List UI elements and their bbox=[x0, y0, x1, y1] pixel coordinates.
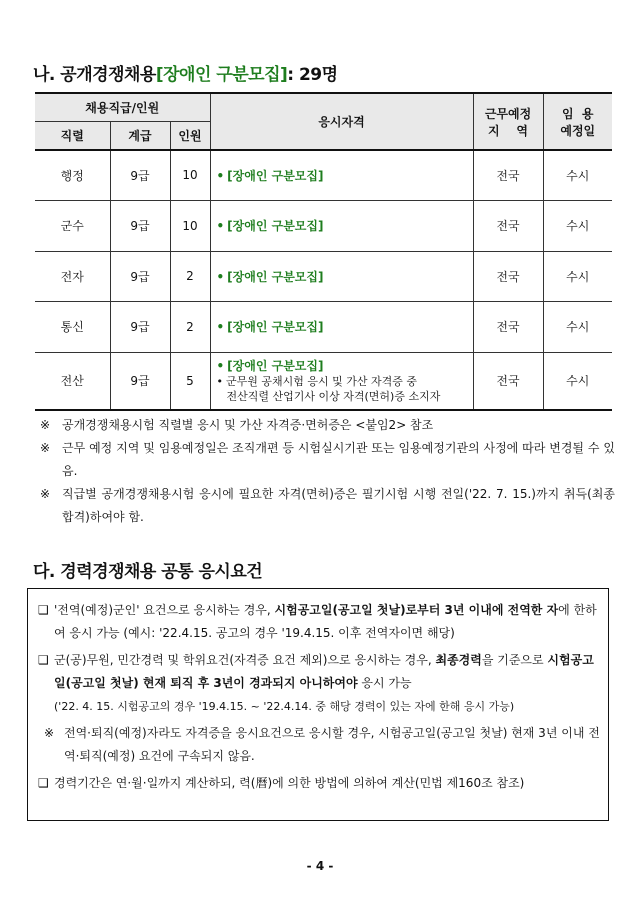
requirement-text bbox=[54, 649, 600, 718]
header-count: 인원 bbox=[170, 121, 210, 150]
bullet-icon: • bbox=[216, 320, 225, 334]
qualification-note-line2: 전산직렬 산업기사 이상 자격(면허)증 소지자 bbox=[226, 390, 441, 404]
cell-qualification bbox=[210, 251, 473, 301]
text-part: '전역(예정)군인' 요건으로 응시하는 경우, bbox=[54, 603, 275, 617]
header-appointment bbox=[543, 93, 612, 150]
cell-count: 10 bbox=[170, 150, 210, 200]
table-row bbox=[35, 200, 612, 251]
header-position-count: 채용직급/인원 bbox=[35, 93, 210, 121]
bullet-icon: • bbox=[216, 269, 225, 284]
table-row bbox=[35, 301, 612, 352]
cell-qualification bbox=[210, 301, 473, 352]
cell-series: 전자 bbox=[35, 251, 110, 301]
requirements-box bbox=[27, 588, 609, 821]
note-item bbox=[40, 437, 615, 483]
cell-count: 2 bbox=[170, 251, 210, 301]
heading-bracket: [장애인 구분모집] bbox=[155, 65, 288, 85]
qualification-text: [장애인 구분모집] bbox=[227, 219, 324, 233]
qualification-text: [장애인 구분모집] bbox=[227, 359, 324, 374]
text-part: ('22. 4. 15. 시험공고의 경우 '19.4.15. ~ '22.4.14. 중 해당 경력이 있는 자에 한해 응시 가능) bbox=[54, 700, 515, 713]
header-region-line2: 지 역 bbox=[488, 123, 528, 138]
cell-region: 전국 bbox=[473, 352, 543, 410]
cell-appointment: 수시 bbox=[543, 301, 612, 352]
header-region-line1: 근무예정 bbox=[484, 106, 532, 121]
recruitment-table bbox=[35, 92, 612, 411]
cell-grade: 9급 bbox=[110, 301, 170, 352]
cell-grade: 9급 bbox=[110, 150, 170, 200]
cell-grade: 9급 bbox=[110, 200, 170, 251]
header-appointment-line2: 예정일 bbox=[560, 123, 596, 138]
note-text: 직급별 공개경쟁채용시험 응시에 필요한 자격(면허)증은 필기시험 시행 전일('22. 7. 15.)까지 취득(최종합격)하여야 함. bbox=[62, 487, 615, 524]
checkbox-icon: ❑ bbox=[38, 653, 49, 667]
cell-qualification bbox=[210, 200, 473, 251]
section-heading-open-recruitment bbox=[33, 60, 338, 85]
requirement-item bbox=[38, 649, 600, 718]
table-row bbox=[35, 251, 612, 301]
header-qualification: 응시자격 bbox=[210, 93, 473, 150]
bullet-icon: • bbox=[216, 168, 225, 183]
qualification-note-line1: 군무원 공채시험 응시 및 가산 자격증 중 bbox=[226, 375, 417, 389]
qualification-text: [장애인 구분모집] bbox=[227, 320, 324, 334]
note-mark: ※ bbox=[40, 418, 51, 432]
requirement-item bbox=[38, 599, 600, 645]
table-notes bbox=[40, 414, 615, 529]
cell-series: 군수 bbox=[35, 200, 110, 251]
text-part: 에 한하여 응시 가능 (예시: '22.4.15. 공고의 경우 '19.4.15. 이후 전역자이면 해당) bbox=[54, 603, 597, 640]
cell-count: 2 bbox=[170, 301, 210, 352]
bullet-icon: • bbox=[216, 359, 225, 374]
text-part-bold: 시험공고일(공고일 첫날)로부터 3년 이내에 전역한 자 bbox=[274, 603, 559, 617]
cell-grade: 9급 bbox=[110, 352, 170, 410]
heading-suffix: : 29명 bbox=[287, 65, 338, 85]
text-part: 을 기준으로 bbox=[481, 653, 548, 667]
note-text: 공개경쟁채용시험 직렬별 응시 및 가산 자격증·면허증은 <붙임2> 참조 bbox=[62, 418, 434, 432]
note-item bbox=[40, 483, 615, 529]
table-row bbox=[35, 150, 612, 200]
page-number: - 4 - bbox=[306, 859, 334, 873]
header-series: 직렬 bbox=[35, 121, 110, 150]
text-part: 군(공)무원, 민간경력 및 학위요건(자격증 요건 제외)으로 응시하는 경우, bbox=[54, 653, 436, 667]
checkbox-icon: ❑ bbox=[38, 603, 49, 617]
section-heading-career-recruitment: 다. 경력경쟁채용 공통 응시요건 bbox=[33, 562, 263, 582]
cell-appointment: 수시 bbox=[543, 150, 612, 200]
cell-qualification bbox=[210, 352, 473, 410]
text-part-bold: 시험공고일(공고일 첫날) 현재 퇴직 후 3년이 경과되지 아니하여야 bbox=[54, 653, 594, 690]
reference-mark: ※ bbox=[44, 726, 55, 740]
qualification-text: [장애인 구분모집] bbox=[227, 168, 324, 183]
text-part: 응시 가능 bbox=[357, 676, 412, 690]
requirement-item bbox=[38, 772, 600, 795]
note-mark: ※ bbox=[40, 487, 51, 501]
note-mark: ※ bbox=[40, 441, 51, 455]
note-item bbox=[40, 414, 615, 437]
requirement-text bbox=[54, 599, 600, 645]
cell-appointment: 수시 bbox=[543, 251, 612, 301]
cell-qualification bbox=[210, 150, 473, 200]
cell-count: 5 bbox=[170, 352, 210, 410]
heading-prefix: 나. 공개경쟁채용 bbox=[33, 65, 156, 85]
qualification-note bbox=[217, 374, 473, 404]
cell-region: 전국 bbox=[473, 251, 543, 301]
cell-grade: 9급 bbox=[110, 251, 170, 301]
note-text: 근무 예정 지역 및 임용예정일은 조직개편 등 시험실시기관 또는 임용예정기관의 사정에 따라 변경될 수 있음. bbox=[62, 441, 615, 478]
cell-series: 전산 bbox=[35, 352, 110, 410]
cell-series: 행정 bbox=[35, 150, 110, 200]
cell-region: 전국 bbox=[473, 200, 543, 251]
text-part-bold: 최종경력 bbox=[435, 653, 482, 667]
table-row bbox=[35, 352, 612, 410]
requirement-text: 전역·퇴직(예정)자라도 자격증을 응시요건으로 응시할 경우, 시험공고일(공고일 첫날) 현재 3년 이내 전역·퇴직(예정) 요건에 구속되지 않음. bbox=[64, 726, 600, 763]
checkbox-icon: ❑ bbox=[38, 776, 49, 790]
cell-appointment: 수시 bbox=[543, 200, 612, 251]
cell-count: 10 bbox=[170, 200, 210, 251]
cell-region: 전국 bbox=[473, 301, 543, 352]
bullet-icon: • bbox=[216, 219, 225, 233]
header-grade: 계급 bbox=[110, 121, 170, 150]
qualification-text: [장애인 구분모집] bbox=[227, 269, 324, 284]
cell-region: 전국 bbox=[473, 150, 543, 200]
requirement-item bbox=[44, 722, 600, 768]
header-region bbox=[473, 93, 543, 150]
requirement-text: 경력기간은 연·월·일까지 계산하되, 력(曆)에 의한 방법에 의하여 계산(민법 제160조 참조) bbox=[54, 776, 525, 790]
cell-series: 통신 bbox=[35, 301, 110, 352]
cell-appointment: 수시 bbox=[543, 352, 612, 410]
header-appointment-line1: 임 용 bbox=[561, 106, 594, 121]
bullet-icon: • bbox=[216, 375, 223, 389]
